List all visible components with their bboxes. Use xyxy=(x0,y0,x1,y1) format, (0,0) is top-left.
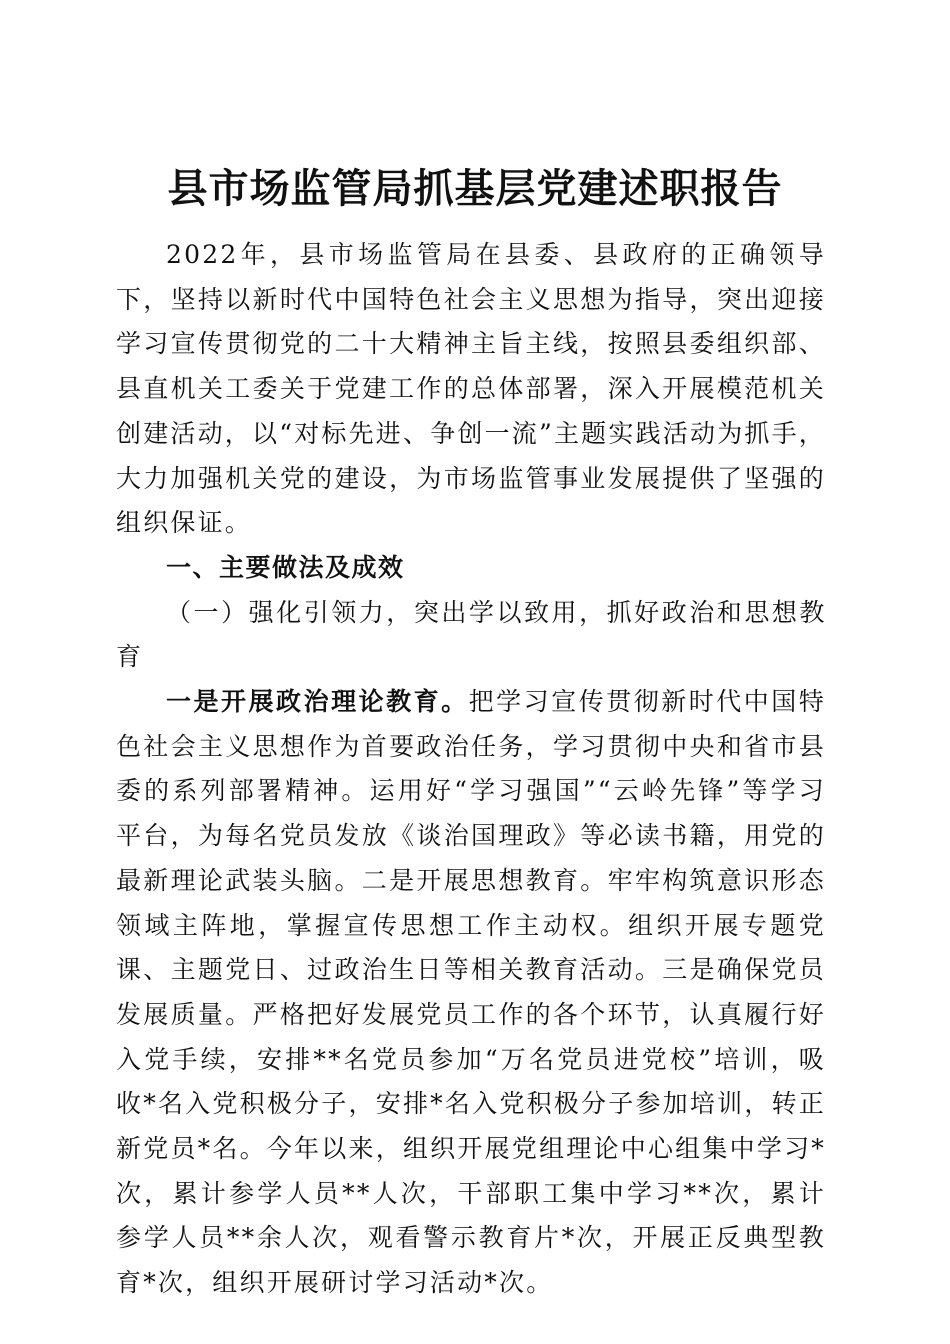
section-heading: 一、主要做法及成效 xyxy=(166,552,405,582)
document-title: 县市场监管局抓基层党建述职报告 xyxy=(167,164,783,212)
document-body xyxy=(116,233,826,1306)
body-paragraph xyxy=(116,680,826,1306)
paragraph-text: 把学习宣传贯彻新时代中国特色社会主义思想作为首要政治任务，学习贯彻中央和省市县委的系列部署精神。运用好“学习强国”“云岭先锋”等学习平台，为每名党员发放《谈治国理政》等必读书籍，用党的最新理论武装头脑。二是开展思想教育。牢牢构筑意识形态领域主阵地，掌握宣传思想工作主动权。组织开展专题党课、主题党日、过政治生日等相关教育活动。三是确保党员发展质量。严格把好发展党员工作的各个环节，认真履行好入党手续，安排**名党员参加“万名党员进党校”培训，吸收*名入党积极分子，安排*名入党积极分子参加培训，转正新党员*名。今年以来，组织开展党组理论中心组集中学习*次，累计参学人员**人次，干部职工集中学习**次，累计参学人员**余人次，观看警示教育片*次，开展正反典型教育*次，组织开展研讨学习活动*次。 xyxy=(116,687,826,1298)
subsection-heading: （一）强化引领力，突出学以致用，抓好政治和思想教育 xyxy=(116,597,826,672)
paragraph-lead: 一是开展政治理论教育。 xyxy=(166,687,469,717)
intro-paragraph: 2022年，县市场监管局在县委、县政府的正确领导下，坚持以新时代中国特色社会主义思想为指导，突出迎接学习宣传贯彻党的二十大精神主旨主线，按照县委组织部、县直机关工委关于党建工作的总体部署，深入开展模范机关创建活动，以“对标先进、争创一流”主题实践活动为抓手，大力加强机关党的建设，为市场监管事业发展提供了坚强的组织保证。 xyxy=(116,240,826,538)
